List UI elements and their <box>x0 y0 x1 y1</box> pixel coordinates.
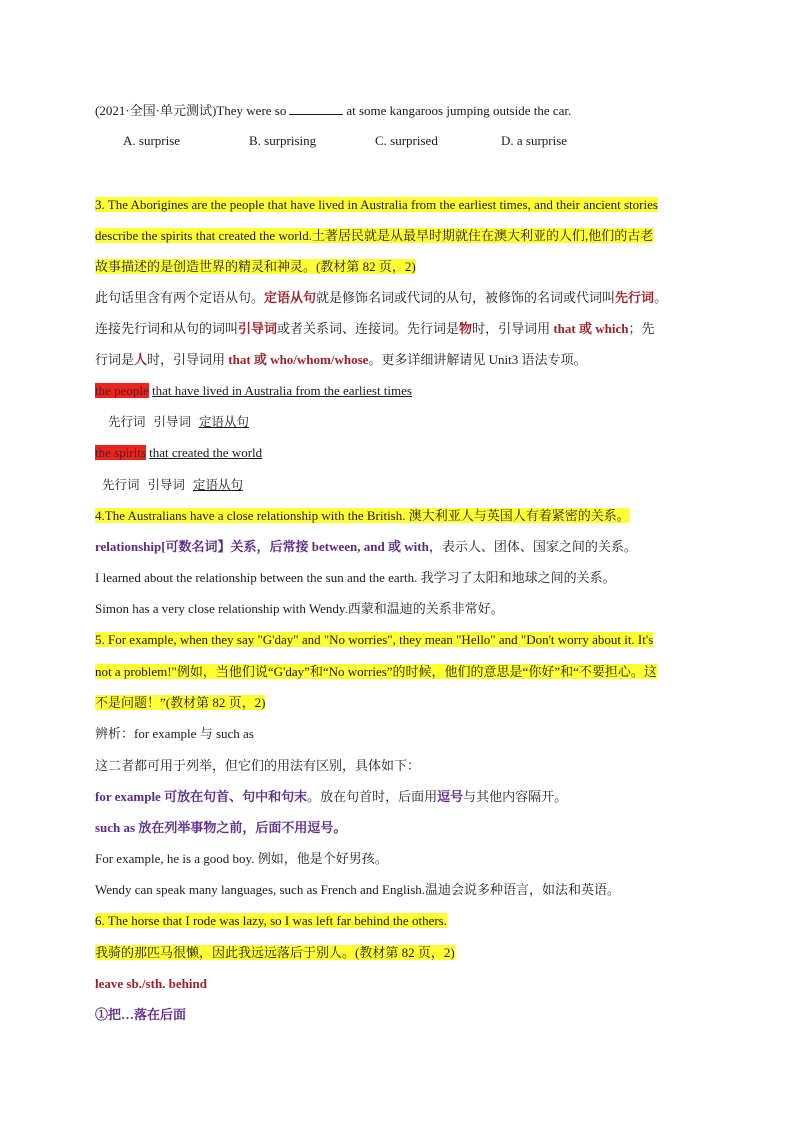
item6-meaning: ①把…落在后面 <box>95 1007 187 1022</box>
item6-line2: 我骑的那匹马很懒，因此我远远落后于别人。(教材第 82 页，2) <box>95 945 455 960</box>
option-d: D. a surprise <box>501 133 568 148</box>
item3-note3: 行词是人时，引导词用 that 或 who/whom/whose。更多详细讲解请见 Unit3 语法专项。 <box>95 352 587 367</box>
item5-compare: 这二者都可用于列举，但它们的用法有区别，具体如下： <box>95 758 421 773</box>
relative-clause: that created the world <box>149 445 263 460</box>
item4-line1: 4.The Australians have a close relationship with the British. 澳大利亚人与英国人有着紧密的关系。 <box>95 508 630 523</box>
item5-such-as-rule: such as 放在列举事物之前，后面不用逗号。 <box>95 820 347 835</box>
item3-example2 <box>95 444 262 462</box>
item3-note2: 连接先行词和从句的词叫引导词或者关系词、连接词。先行词是物时，引导词用 that 或 which；先 <box>95 321 655 336</box>
item5-example1: For example, he is a good boy. 例如，他是个好男孩。 <box>95 851 388 866</box>
item3-example1-labels: 先行词 引导词 定语从句 <box>108 414 249 429</box>
item4-example2: Simon has a very close relationship with Wendy.西蒙和温迪的关系非常好。 <box>95 601 504 616</box>
antecedent: the people <box>95 383 149 398</box>
option-c: C. surprised <box>375 133 438 148</box>
item5-for-example-rule: for example 可放在句首、句中和句末。放在句首时，后面用逗号与其他内容隔开。 <box>95 789 568 804</box>
question-text-before: They were so <box>216 103 287 118</box>
item5-line2: not a problem!"例如，当他们说“G'day”和“No worries”的时候，他们的意思是“你好”和“不要担心。这 <box>95 664 657 679</box>
option-a: A. surprise <box>123 133 181 148</box>
item5-analysis: 辨析：for example 与 such as <box>95 726 254 741</box>
answer-blank <box>289 103 343 115</box>
item3-example2-labels: 先行词 引导词 定语从句 <box>102 477 243 492</box>
item3-line1: 3. The Aborigines are the people that have lived in Australia from the earliest times, and their ancient stories <box>95 197 658 212</box>
item6-line1: 6. The horse that I rode was lazy, so I was left far behind the others. <box>95 913 447 928</box>
item3-note1: 此句话里含有两个定语从句。定语从句就是修饰名词或代词的从句，被修饰的名词或代词叫先行词。 <box>95 290 668 305</box>
item5-line1: 5. For example, when they say "G'day" and "No worries", they mean "Hello" and "Don't worry about it. It's <box>95 632 654 647</box>
relative-clause: that have lived in Australia from the earliest times <box>152 383 412 398</box>
item3-line3: 故事描述的是创造世界的精灵和神灵。(教材第 82 页，2) <box>95 259 416 274</box>
item4-definition: relationship[可数名词】关系，后常接 between, and 或 with，表示人、团体、国家之间的关系。 <box>95 539 637 554</box>
item5-line3: 不是问题！”(教材第 82 页，2) <box>95 695 266 710</box>
question-source: (2021·全国·单元测试) <box>95 103 217 118</box>
question-text-after: at some kangaroos jumping outside the car. <box>346 103 572 118</box>
item4-example1: I learned about the relationship between the sun and the earth. 我学习了太阳和地球之间的关系。 <box>95 570 616 585</box>
item5-example2: Wendy can speak many languages, such as French and English.温迪会说多种语言，如法和英语。 <box>95 882 621 897</box>
item6-phrase: leave sb./sth. behind <box>95 976 207 991</box>
antecedent: the spirits <box>95 445 146 460</box>
question-stem <box>95 102 571 120</box>
item3-example1 <box>95 382 412 400</box>
option-b: B. surprising <box>249 133 317 148</box>
item3-line2: describe the spirits that created the world.土著居民就是从最早时期就住在澳大利亚的人们,他们的古老 <box>95 228 654 243</box>
